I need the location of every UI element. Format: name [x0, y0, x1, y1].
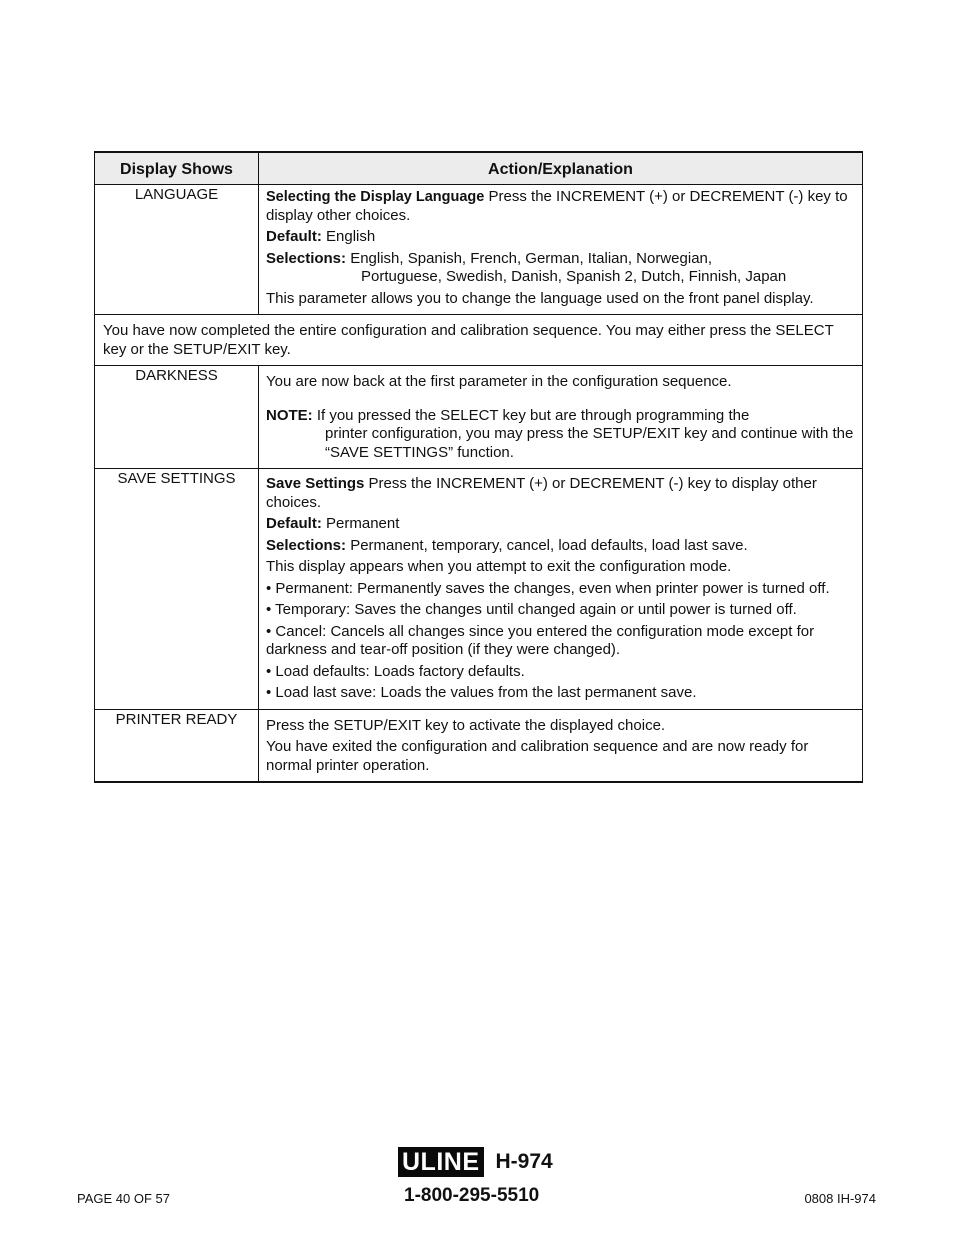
table-row-printer-ready — [95, 709, 863, 782]
document-code: 0808 IH-974 — [804, 1191, 876, 1206]
save-selections-value: Permanent, temporary, cancel, load defaults, load last save. — [346, 536, 748, 554]
save-heading-text: Press the INCREMENT (+) or DECREMENT (-) key to display other choices. — [266, 475, 817, 511]
save-default-value: Permanent — [321, 515, 400, 532]
save-bullet: • Cancel: Cancels all changes since you entered the configuration mode except for darkness and tear-off position (if they were changed). — [266, 622, 815, 658]
darkness-note — [266, 407, 856, 463]
language-selections-line1: English, Spanish, French, German, Italian, Norwegian, — [346, 249, 713, 267]
header-display-shows: Display Shows — [95, 152, 259, 185]
display-save-settings: SAVE SETTINGS — [95, 469, 259, 710]
save-intro: This display appears when you attempt to exit the configuration mode. — [266, 558, 732, 575]
uline-logo: ULINE — [398, 1147, 484, 1177]
action-printer-ready — [259, 709, 863, 782]
language-description: This parameter allows you to change the language used on the front panel display. — [266, 289, 814, 307]
printer-ready-line2: You have exited the configuration and calibration sequence and are now ready for normal printer operation. — [266, 738, 809, 774]
language-default-label: Default: — [266, 228, 322, 245]
action-darkness — [259, 366, 863, 469]
language-selections-label: Selections: — [266, 249, 347, 267]
save-bullet: • Temporary: Saves the changes until changed again or until power is turned off. — [266, 601, 797, 618]
save-heading: Save Settings — [266, 475, 365, 492]
page-number: PAGE 40 OF 57 — [77, 1191, 170, 1206]
save-bullet: • Load last save: Loads the values from the last permanent save. — [266, 684, 697, 701]
table-header-row — [95, 152, 863, 185]
save-bullet: • Load defaults: Loads factory defaults. — [266, 662, 525, 680]
save-default-label: Default: — [266, 515, 322, 532]
display-printer-ready: PRINTER READY — [95, 709, 259, 782]
table-row-language — [95, 185, 863, 315]
darkness-note-rest: printer configuration, you may press the SETUP/EXIT key and continue with the “SAVE SETTINGS” function. — [325, 425, 854, 461]
language-default-value: English — [321, 228, 376, 245]
table-row-save-settings — [95, 469, 863, 710]
display-language: LANGUAGE — [95, 185, 259, 315]
table-row-darkness — [95, 366, 863, 469]
display-darkness: DARKNESS — [95, 366, 259, 469]
save-bullet: • Permanent: Permanently saves the changes, even when printer power is turned off. — [266, 579, 830, 597]
save-selections-label: Selections: — [266, 536, 347, 554]
footer-brand — [398, 1147, 553, 1177]
phone-number: 1-800-295-5510 — [404, 1185, 540, 1206]
configuration-table — [94, 151, 863, 783]
completed-note: You have now completed the entire configuration and calibration sequence. You may either press the SELECT key or the SETUP/EXIT key. — [95, 315, 863, 366]
darkness-note-label: NOTE: — [266, 406, 313, 424]
printer-ready-line1: Press the SETUP/EXIT key to activate the displayed choice. — [266, 716, 666, 734]
action-language — [259, 185, 863, 315]
language-heading: Selecting the Display Language — [266, 189, 485, 205]
table-row-completed — [95, 315, 863, 366]
model-number: H-974 — [495, 1150, 553, 1173]
action-save-settings — [259, 469, 863, 710]
language-heading-text: Press the INCREMENT (+) or DECREMENT (-) key to display other choices. — [266, 188, 848, 224]
darkness-line1: You are now back at the first parameter in the configuration sequence. — [266, 373, 732, 390]
header-action-explanation: Action/Explanation — [259, 152, 863, 185]
darkness-note-line1: If you pressed the SELECT key but are through programming the — [312, 406, 750, 424]
language-selections-line2: Portuguese, Swedish, Danish, Spanish 2, Dutch, Finnish, Japan — [361, 268, 787, 285]
